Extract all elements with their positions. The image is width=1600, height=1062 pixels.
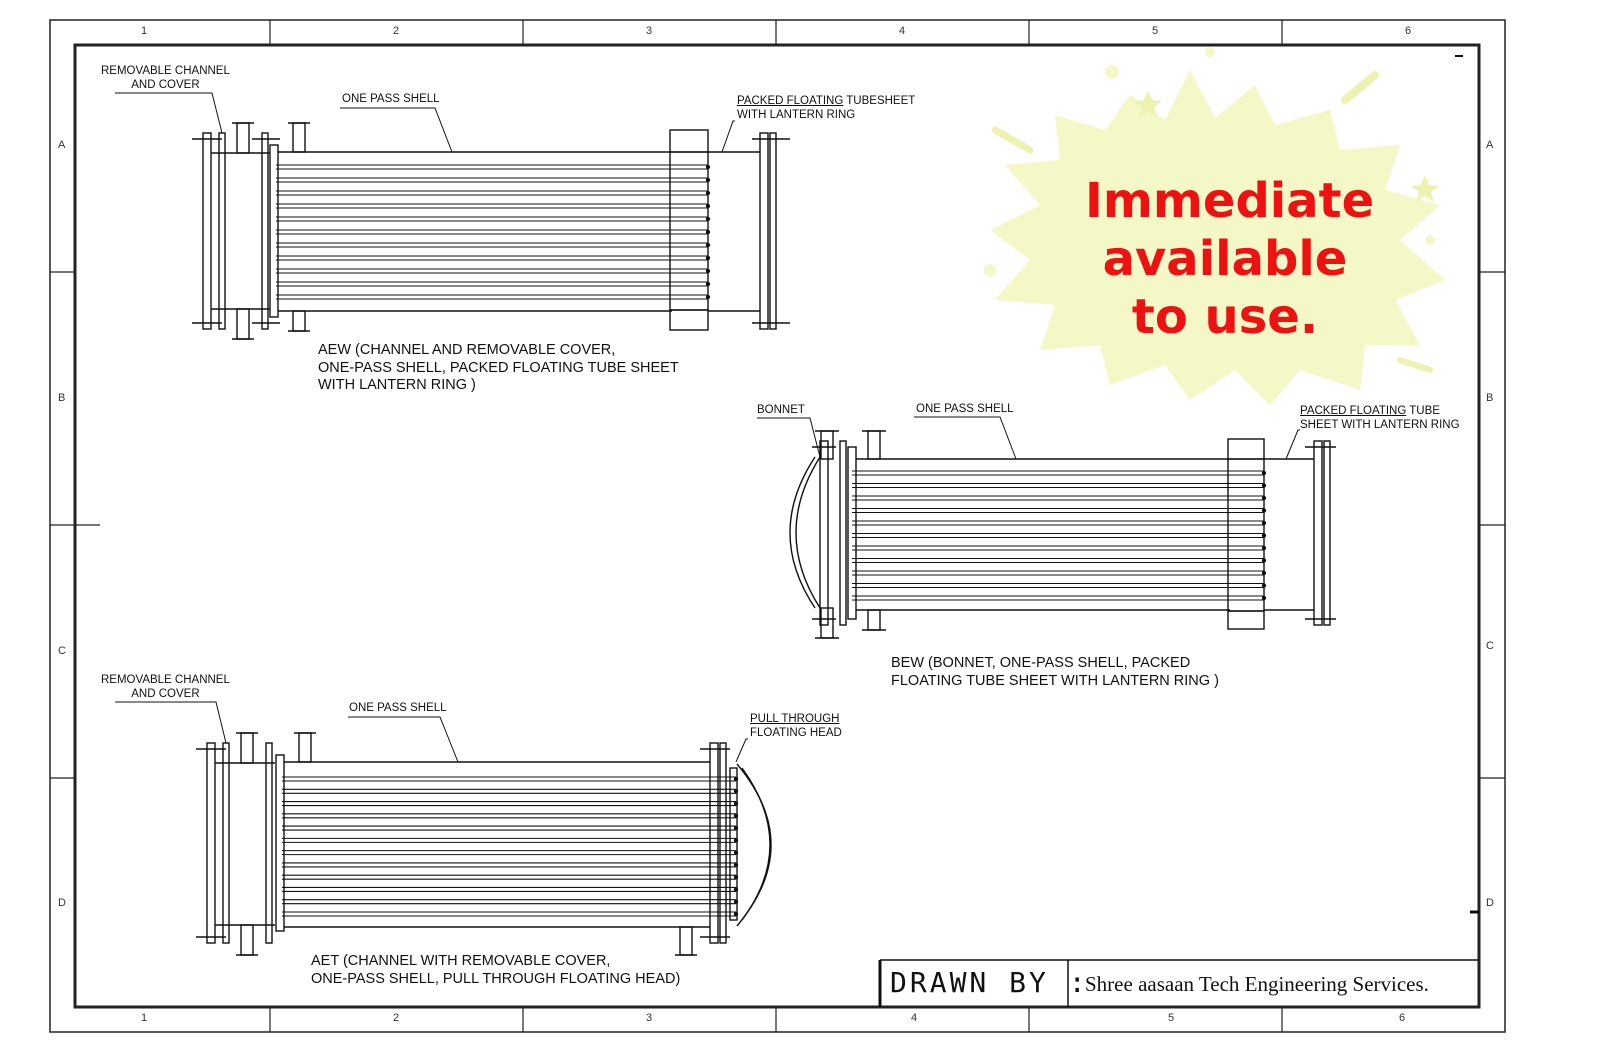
tube-end [706, 191, 709, 194]
bew-callout-floating [1300, 404, 1460, 432]
bew-tube-bundle [852, 471, 1266, 600]
aew-callout-floating-a: PACKED FLOATING [737, 95, 844, 107]
aet-callout-channel-line2: AND COVER [131, 688, 200, 700]
promo-line-2: available [1102, 231, 1348, 287]
column-label-top-3: 3 [646, 25, 653, 37]
column-label-top-1: 1 [141, 25, 148, 37]
tube-end [734, 876, 737, 879]
aew-caption [318, 342, 679, 395]
aet-tube-bundle [282, 777, 738, 916]
tube-end [706, 282, 709, 285]
aet-callout-head-line1: PULL THROUGH [750, 713, 840, 725]
tube-end [1262, 571, 1265, 574]
row-label-right-b: B [1486, 392, 1494, 404]
tube-end [734, 888, 737, 891]
tube-end [706, 269, 709, 272]
row-label-right-a: A [1486, 139, 1494, 151]
aet-callout-channel-line1: REMOVABLE CHANNEL [101, 674, 230, 686]
aet-exchanger-drawing [115, 702, 771, 955]
column-label-top-6: 6 [1405, 25, 1412, 37]
tube-end [706, 256, 709, 259]
bew-exchanger-drawing [757, 417, 1336, 638]
bew-callout-bonnet: BONNET [757, 404, 805, 416]
aew-callout-channel [101, 64, 230, 92]
aet-caption [311, 953, 680, 988]
column-label-bottom-6: 6 [1399, 1012, 1406, 1024]
tube-end [1262, 471, 1265, 474]
aet-callout-head [750, 712, 842, 740]
tube-end [734, 851, 737, 854]
tube-end [706, 178, 709, 181]
bew-callout-floating-b: TUBE [1406, 405, 1440, 417]
tube-end [734, 863, 737, 866]
aew-exchanger-drawing [115, 93, 790, 339]
column-label-top-2: 2 [393, 25, 400, 37]
tube-end [706, 165, 709, 168]
row-label-left-b: B [58, 392, 66, 404]
aet-callout-channel [101, 673, 230, 701]
tube-end [1262, 509, 1265, 512]
aew-callout-channel-line2: AND COVER [131, 79, 200, 91]
tube-end [734, 814, 737, 817]
tube-end [734, 790, 737, 793]
tube-end [1262, 534, 1265, 537]
tube-end [734, 912, 737, 915]
tube-end [734, 826, 737, 829]
tube-end [1262, 484, 1265, 487]
aew-callout-floating [737, 94, 915, 122]
promo-headline [1085, 172, 1375, 346]
column-label-bottom-3: 3 [646, 1012, 653, 1024]
bew-callout-floating-c: SHEET WITH LANTERN RING [1300, 419, 1460, 431]
row-label-left-c: C [58, 645, 66, 657]
bew-caption-line2: FLOATING TUBE SHEET WITH LANTERN RING ) [891, 672, 1219, 689]
bew-caption [891, 655, 1219, 690]
aew-callout-floating-c: WITH LANTERN RING [737, 109, 856, 121]
tube-end [1262, 496, 1265, 499]
row-label-left-a: A [58, 139, 66, 151]
aet-callout-shell: ONE PASS SHELL [349, 702, 447, 714]
promo-line-3: to use. [1131, 289, 1319, 345]
drawn-by-value: Shree aasaan Tech Engineering Services. [1085, 972, 1429, 996]
tube-end [734, 839, 737, 842]
bew-caption-line1: BEW (BONNET, ONE-PASS SHELL, PACKED [891, 655, 1191, 671]
tube-end [706, 217, 709, 220]
tube-end [1262, 559, 1265, 562]
aew-callout-floating-b: TUBESHEET [843, 95, 916, 107]
column-label-top-5: 5 [1152, 25, 1159, 37]
column-label-bottom-1: 1 [141, 1012, 148, 1024]
tube-end [734, 802, 737, 805]
aew-caption-line1: AEW (CHANNEL AND REMOVABLE COVER, [318, 342, 616, 358]
tube-end [1262, 546, 1265, 549]
promo-line-1: Immediate [1085, 173, 1375, 229]
tube-end [706, 204, 709, 207]
tube-end [706, 243, 709, 246]
column-label-bottom-4: 4 [911, 1012, 918, 1024]
tube-end [1262, 584, 1265, 587]
aet-caption-line1: AET (CHANNEL WITH REMOVABLE COVER, [311, 953, 611, 969]
column-label-bottom-5: 5 [1168, 1012, 1175, 1024]
tube-end [734, 777, 737, 780]
bew-callout-floating-a: PACKED FLOATING [1300, 405, 1407, 417]
tube-end [1262, 521, 1265, 524]
column-label-top-4: 4 [899, 25, 906, 37]
bew-callout-shell: ONE PASS SHELL [916, 403, 1014, 415]
aew-caption-line2: ONE-PASS SHELL, PACKED FLOATING TUBE SHEET [318, 359, 679, 376]
column-label-bottom-2: 2 [393, 1012, 400, 1024]
tube-end [1262, 596, 1265, 599]
aet-callout-head-line2: FLOATING HEAD [750, 727, 842, 739]
tube-end [734, 900, 737, 903]
tube-end [706, 295, 709, 298]
tube-end [706, 230, 709, 233]
aet-caption-line2: ONE-PASS SHELL, PULL THROUGH FLOATING HEAD) [311, 970, 681, 987]
row-label-left-d: D [58, 897, 66, 909]
aew-caption-line3: WITH LANTERN RING ) [318, 377, 476, 393]
row-label-right-c: C [1486, 640, 1494, 652]
drawn-by-label: DRAWN BY : [890, 966, 1089, 999]
row-label-right-d: D [1486, 897, 1494, 909]
aew-tube-bundle [276, 165, 710, 299]
aew-callout-shell: ONE PASS SHELL [342, 93, 440, 105]
aew-callout-channel-line1: REMOVABLE CHANNEL [101, 65, 230, 77]
